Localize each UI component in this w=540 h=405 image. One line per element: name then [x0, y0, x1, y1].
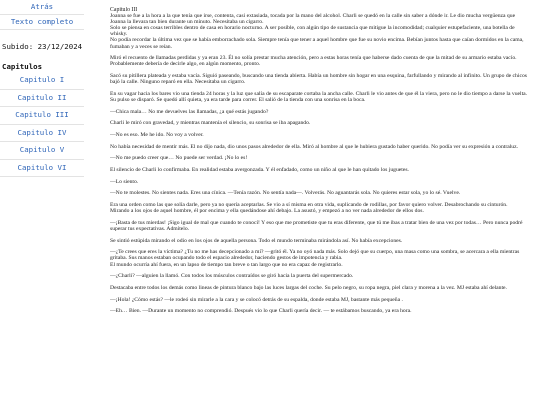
chapters-heading: Capitulos [2, 62, 43, 71]
paragraph: En su vagar hacia los bares vio una tienda 24 horas y la luz que salía de su escaparate cortaba la ancha calle. Charli le vio antes de que él la viera, pero no le dio tiempo a darse la vuelta. Su pulso se disparó. Se quedó allí quieta, ya era tarde para correr. El salió de la tienda con una sonrisa en la boca. [110, 90, 528, 103]
paragraph: Miró el recuento de llamadas perdidas y ya eran 23. Él no solía prestar mucha atención, pero a estas horas tenía que haberse dado cuenta de que la mitad de su armario estaba vacío. Probablemente debería de decirle algo, en algún momento, pronto. [110, 55, 517, 68]
paragraph: El silencio de Charli lo confirmaba. En realidad estaba avergonzada. Y él enfadado, como un niño al que le han quitado los juguetes. [110, 167, 409, 174]
chapter-link-6[interactable]: Capitulo VI [0, 160, 84, 178]
paragraph: —Lo siento. [110, 178, 139, 185]
chapter-link-3[interactable]: Capitulo III [0, 107, 84, 125]
paragraph: Sacó su pitillera plateada y estaba vacía. Siguió paseando, buscando una tienda abierta. Había un hombre sin hogar en una esquina, farfullando y mirando al infinito. Un grupo de chicos bajó la calle. Ninguno reparó en ella. Necesitaba un cigarro. [110, 73, 527, 86]
paragraph: —¿Te crees que eres la víctima? ¿Tu no me has decepcionado a mí? —gritó él. Ya no oyó nada más. Solo dejó que su cuerpo, una masa como una sombra, se acercara a ella mientras gritaba. Sus manos estaban ocupando todo el espacio alrededor, haciendo gestos de impotencia y rabia. El mundo ocurría ahí fuera, en un lapso de tiempo tan breve o tan largo que no era capaz de registrarlo. [110, 249, 520, 268]
paragraph: —¡Hola! ¿Cómo estás? —le rodeó sin mirarle a la cara y se colocó detrás de su espalda, donde estaba MJ, bastante más pequeña . [110, 296, 403, 303]
sidebar [0, 0, 84, 405]
chapter-link-1[interactable]: Capitulo I [0, 72, 84, 90]
chapter-heading: Capitulo III [110, 7, 138, 13]
paragraph: —Eh… Bien. —Durante un momento no comprendió. Después vio lo que Charli quería decir. — te estábamos buscando, ya era hora. [110, 308, 412, 315]
paragraph: —No te molestes. No sientes nada. Eres una cínica. —Tenía razón. No sentía nada—. Volverás. No aguantarás sola. No quieres estar sola, yo lo sé. Vuelve. [110, 190, 461, 197]
chapter-link-2[interactable]: Capitulo II [0, 90, 84, 108]
back-link[interactable]: Atrás [0, 0, 84, 15]
paragraph: Era una orden como las que solía darle, pero ya no quería aceptarlas. Se vio a sí misma en otra vida, suplicando de rodillas, por favor quiero volver. Desabrochando su cinturón. Mirando a los ojos de aquel hombre, él por encima y ella quedándose ahí debajo. La asustó, y empezó a no ver nada alrededor de ellos dos. [110, 202, 508, 215]
chapter-link-4[interactable]: Capitulo IV [0, 125, 84, 143]
paragraph: Se sintió estúpida mirando el odio en los ojos de aquella persona. Todo el mundo terminaba mirándola así. No había excepciones. [110, 237, 403, 244]
paragraph: No había necesidad de mentir más. El no dijo nada, dio unos pasos alrededor de ella. Miró al hombre al que le hubiera gustado haber querido. No podía ver su expresión a contraluz. [110, 143, 519, 150]
full-text-link[interactable]: Texto completo [0, 15, 84, 30]
upload-date: Subido: 23/12/2024 [2, 42, 83, 51]
paragraph: —Chica mala… No me devuelves las llamadas, ¿a qué estás jugando? [110, 108, 269, 115]
paragraph: Charli le miró con gravedad, y mientras mantenía el silencio, su sonrisa se iba apagando. [110, 120, 311, 127]
paragraph: —¿Charli? —alguien la llamó. Con todos los músculos contraídos se giró hacia la puerta del supermercado. [110, 273, 354, 280]
chapter-content [110, 7, 528, 405]
chapter-link-5[interactable]: Capitulo V [0, 142, 84, 160]
paragraph: Destacaba entre todos los demás como lineas de pintura blanco bajo las luces largas del coche. Su pelo negro, su ropa negra, piel clara y morena a la vez. MJ estaba ahí delante. [110, 284, 507, 291]
paragraph: —¡Basta de tus mierdas! ¡Sigo igual de mal que cuando te conocí! Y eso que me prometiste que tu eras diferente, que tú me ibas a tratar bien de una vez por todas… Pero nunca podré superar tus expectativas. Admítelo. [110, 219, 523, 232]
chapter-list [0, 72, 84, 177]
paragraph: —No me puedo creer que… No puede ser verdad. ¡No lo es! [110, 155, 248, 162]
paragraph: Joanna se fue a la hora a la que tenía que irse, contenta, casi extasiada, tocada por la mano del alcohol. Charli se quedó en la calle sin saber a dónde ir. Le dio mucha vergüenza que Joanna la llevara tan bien durante un minuto. Necesitaba un cigarro. Solo se piensa en cosas terribles dentro de casa en horario nocturno. A ser posible, con algún tipo de sustancia que mitigue la incomodidad; cualquier estupefaciente, una botella de whisky. No podía recordar la última vez que se había emborrachado sola. Siempre tenía que tener a aquel hombre que fue su novio encima. Bebían juntos hasta que caían dormidos en la cama, fumaban y a veces se reían. [110, 13, 524, 50]
paragraph: —No es eso. Me he ido. No voy a volver. [110, 131, 204, 138]
